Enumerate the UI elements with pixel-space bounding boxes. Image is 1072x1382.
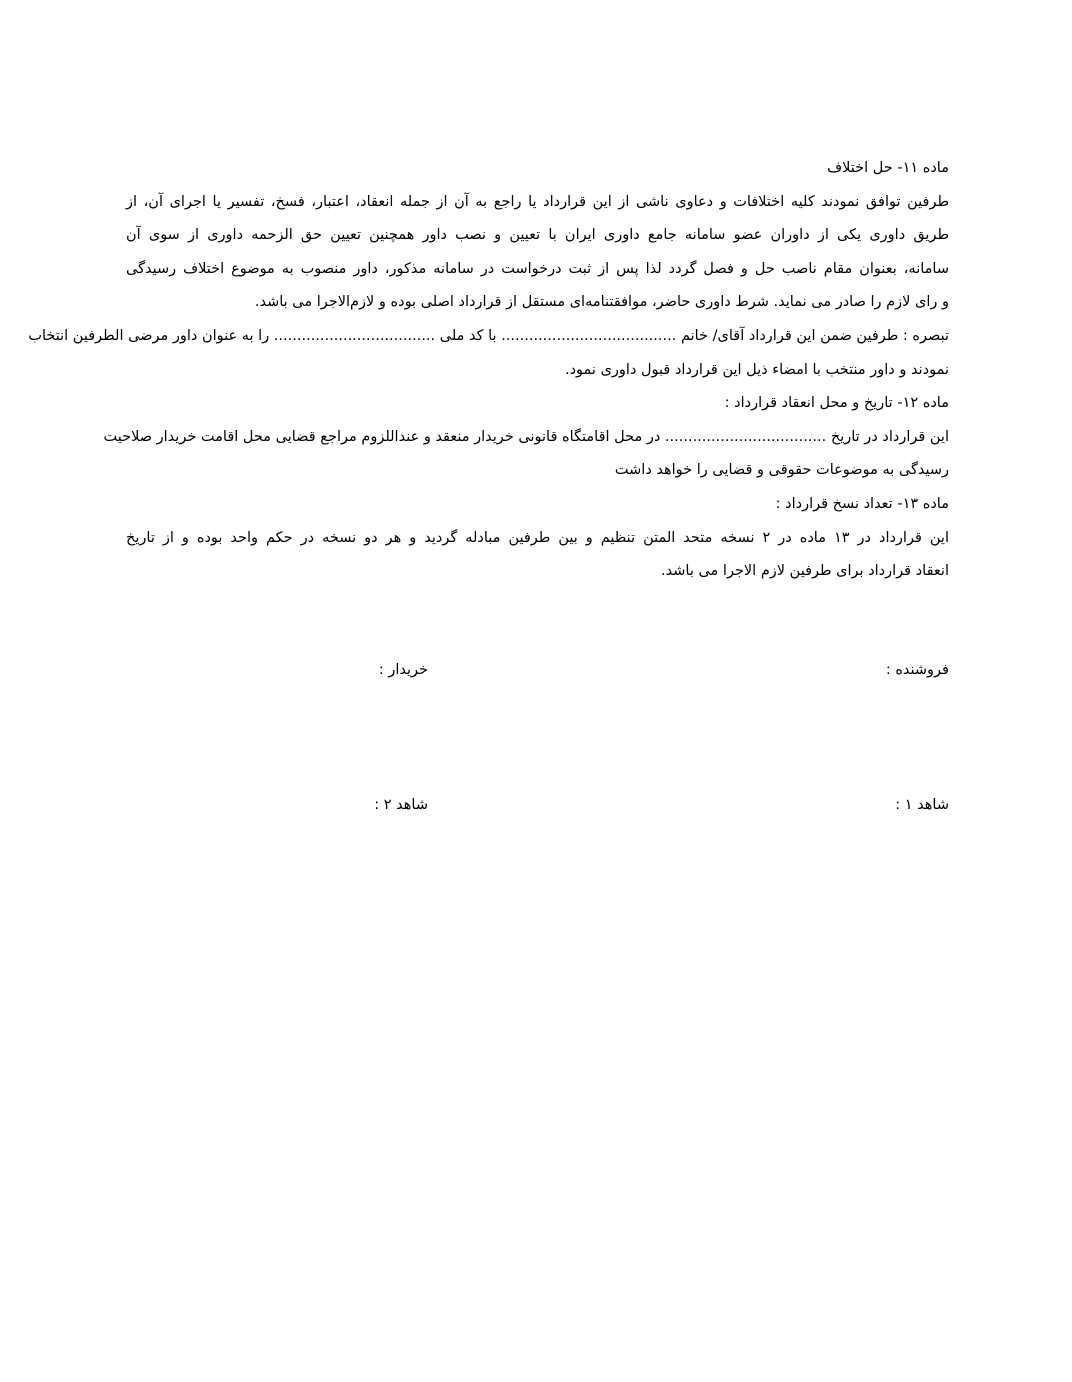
article-11-line-1: طرفین توافق نمودند کلیه اختلافات و دعاوی ناشی از این قرارداد یا راجع به آن از جمله انعقاد، اعتبار، فسخ، تفسیر یا اجرای آن، از [126, 193, 949, 210]
article-11-note-line-2: نمودند و داور منتخب با امضاء ذیل این قرارداد قبول داوری نمود. [564, 361, 949, 378]
seller-signature-label: فروشنده : [885, 662, 949, 678]
article-13-line-2: انعقاد قرارداد برای طرفین لازم الاجرا می باشد. [661, 563, 949, 580]
article-12-line-2: رسیدگی به موضوعات حقوقی و قضایی را خواهد داشت [614, 462, 949, 479]
article-13-line-1: این قرارداد در ۱۳ ماده در ۲ نسخه متحد المتن تنظیم و بین طرفین مبادله گردید و هر دو نسخه در حکم واحد بوده و از تاریخ [126, 529, 949, 546]
article-11-line-2: طریق داوری یکی از داوران عضو سامانه جامع داوری ایران با تعیین و نصب داور همچنین تعیین حق الزحمه داوری از سوی آن [126, 227, 949, 244]
buyer-signature-label: خریدار : [378, 662, 428, 678]
article-13-heading: ماده ۱۳- تعداد نسخ قرارداد : [775, 495, 949, 512]
article-11-heading: ماده ۱۱- حل اختلاف [827, 160, 949, 176]
article-12-heading: ماده ۱۲- تاریخ و محل انعقاد قرارداد : [724, 395, 949, 412]
contract-body [28, 152, 949, 589]
witness-1-signature-label: شاهد ۱ : [895, 797, 949, 813]
article-11-line-4: و رای لازم را صادر می نماید. شرط داوری حاضر، موافقتنامه‌ای مستقل از قرارداد اصلی بوده و لازم‌الاجرا می باشد. [254, 294, 949, 311]
article-11-note-line-1: تبصره : طرفین ضمن این قرارداد آقای/ خانم ...................................... با کد ملی ................................... را به عنوان داور مرضی الطرفین انتخاب [28, 327, 949, 344]
article-11-line-3: سامانه، بعنوان مقام ناصب حل و فصل گردد لذا پس از ثبت درخواست در سامانه مذکور، داور منصوب به موضوع اختلاف رسیدگی [126, 260, 949, 277]
witness-2-signature-label: شاهد ۲ : [374, 797, 428, 813]
article-12-line-1: این قرارداد در تاریخ ................................... در محل اقامتگاه قانونی خریدار منعقد و عنداللزوم مراجع قضایی محل اقامت خریدار صلاحیت [103, 428, 949, 445]
